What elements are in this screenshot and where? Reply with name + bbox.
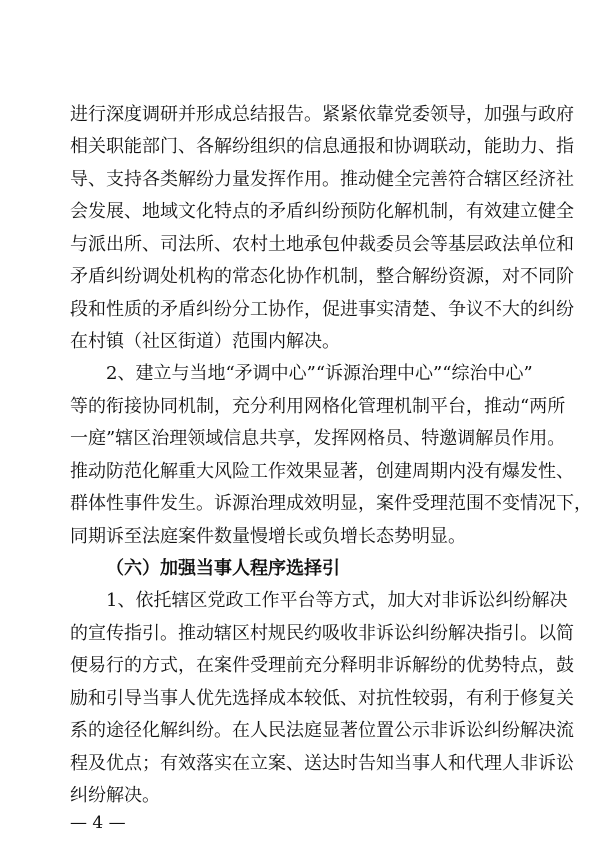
body-text-line: 的宣传指引。推动辖区村规民约吸收非诉讼纠纷解决指引。以简	[70, 623, 574, 644]
body-text-line: 会发展、地域文化特点的矛盾纠纷预防化解机制，有效建立健全	[70, 201, 574, 222]
body-text-line: 同期诉至法庭案件数量慢增长或负增长态势明显。	[70, 526, 466, 547]
body-text-line: 群体性事件发生。诉源治理成效明显，案件受理范围不变情况下，	[70, 493, 592, 514]
body-text-line: 在村镇（社区街道）范围内解决。	[70, 331, 340, 352]
body-text-line: 纠纷解决。	[70, 785, 160, 806]
body-text-line: 与派出所、司法所、农村土地承包仲裁委员会等基层政法单位和	[70, 234, 574, 255]
body-text-line: 便易行的方式，在案件受理前充分释明非诉解纷的优势特点，鼓	[70, 655, 574, 676]
body-text-line: 导、支持各类解纷力量发挥作用。推动健全完善符合辖区经济社	[70, 169, 574, 190]
body-text-line: 励和引导当事人优先选择成本较低、对抗性较弱，有利于修复关	[70, 688, 574, 709]
body-text-line: 相关职能部门、各解纷组织的信息通报和协调联动，能助力、指	[70, 136, 574, 157]
body-text-line: 程及优点；有效落实在立案、送达时告知当事人和代理人非诉讼	[70, 753, 574, 774]
body-text-line: 进行深度调研并形成总结报告。紧紧依靠党委领导，加强与政府	[70, 104, 574, 125]
body-text-line: 段和性质的矛盾纠纷分工协作，促进事实清楚、争议不大的纠纷	[70, 299, 574, 320]
body-text-line: 系的途径化解纠纷。在人民法庭显著位置公示非诉讼纠纷解决流	[70, 720, 574, 741]
body-text-line: 矛盾纠纷调处机构的常态化协作机制，整合解纷资源，对不同阶	[70, 266, 574, 287]
paragraph-first-line: 2、建立与当地“矛调中心”“诉源治理中心”“综治中心”	[106, 363, 533, 384]
page-number: — 4 —	[70, 813, 126, 833]
body-text-line: 推动防范化解重大风险工作效果显著，创建周期内没有爆发性、	[70, 461, 574, 482]
paragraph-first-line: 1、依托辖区党政工作平台等方式，加大对非诉讼纠纷解决	[106, 590, 568, 611]
section-heading: （六）加强当事人程序选择引	[106, 558, 340, 579]
body-text-line: 等的衔接协同机制，充分利用网格化管理机制平台，推动“两所	[70, 396, 566, 417]
body-text-line: 一庭”辖区治理领域信息共享，发挥网格员、特邀调解员作用。	[70, 428, 566, 449]
